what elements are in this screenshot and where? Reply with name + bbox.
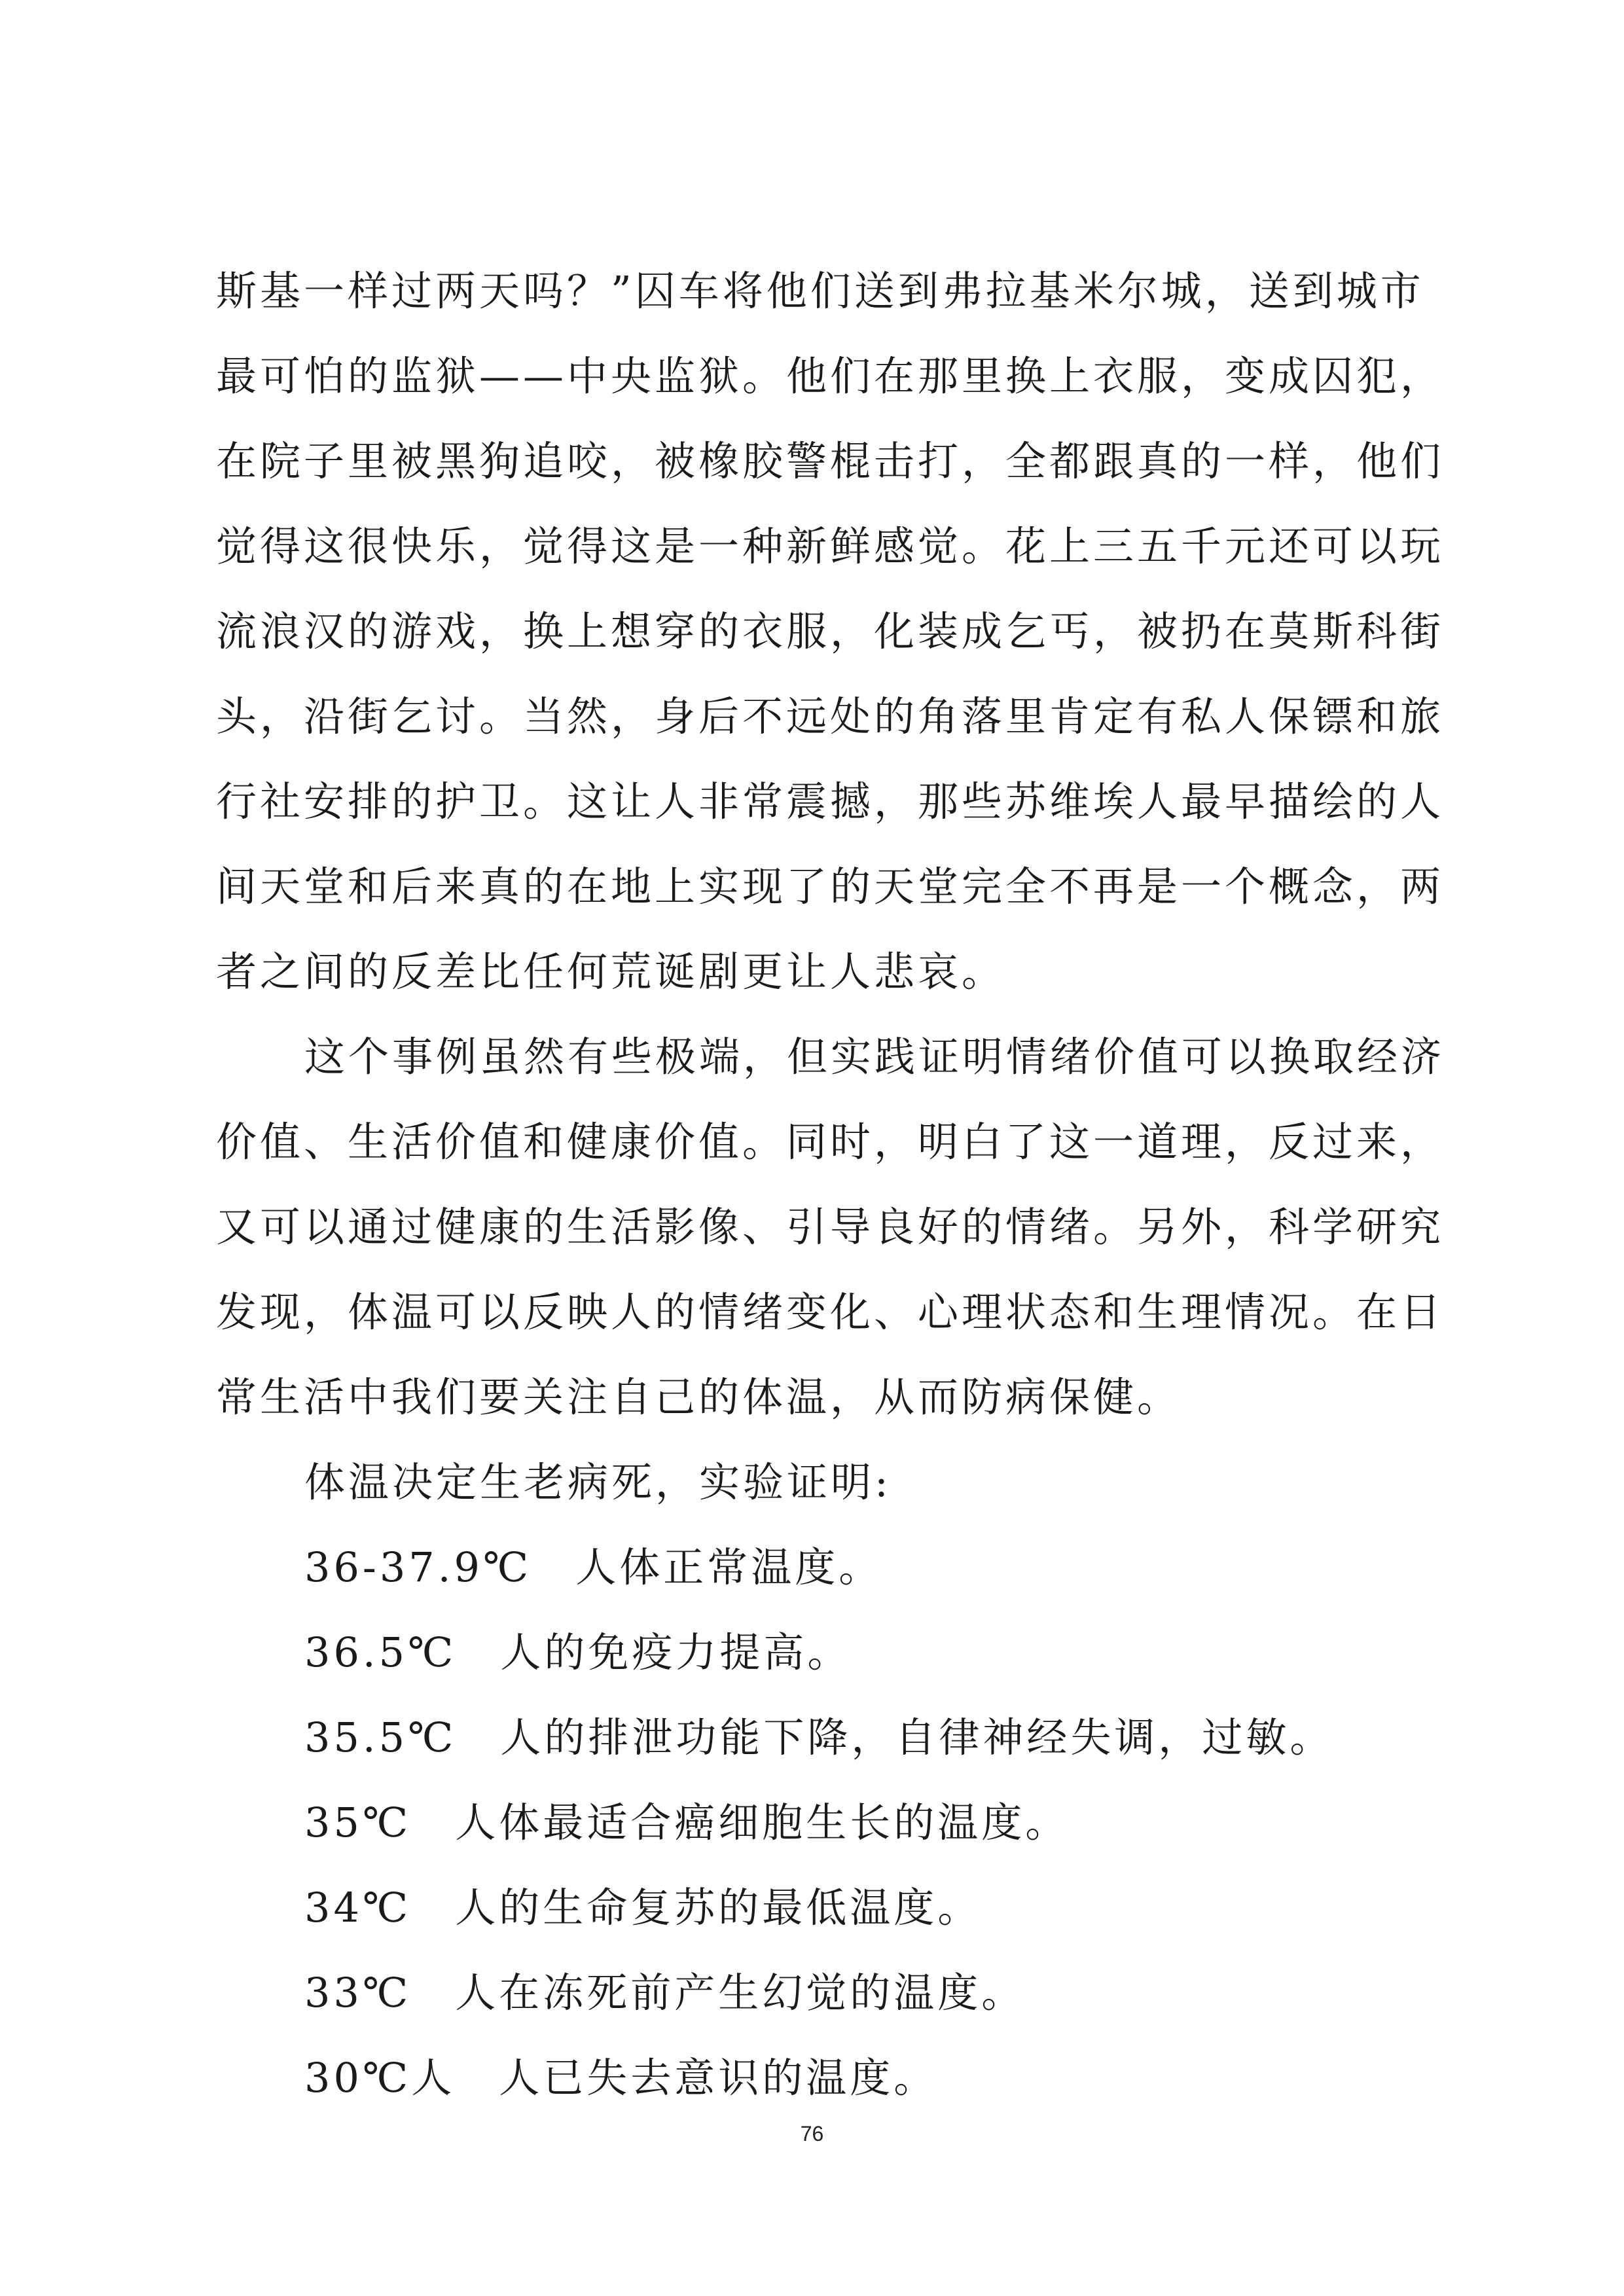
paragraph-line: 在院子里被黑狗追咬，被橡胶警棍击打，全都跟真的一样，他们 — [216, 437, 1445, 485]
list-item: 36-37.9℃ 人体正常温度。 — [304, 1543, 883, 1591]
paragraph-line: 价值、生活价值和健康价值。同时，明白了这一道理，反过来， — [216, 1118, 1445, 1166]
body-text — [216, 249, 1445, 2121]
paragraph-line: 又可以通过健康的生活影像、引导良好的情绪。另外，科学研究 — [216, 1203, 1445, 1251]
paragraph-line: 者之间的反差比任何荒诞剧更让人悲哀。 — [216, 948, 1006, 996]
paragraph-line: 觉得这很快乐，觉得这是一种新鲜感觉。花上三五千元还可以玩 — [216, 522, 1445, 570]
page-number: 76 — [800, 2122, 824, 2145]
temperature-list — [216, 1525, 1420, 2121]
list-item: 33℃ 人在冻死前产生幻觉的温度。 — [304, 1969, 1026, 2017]
paragraph-line: 最可怕的监狱——中央监狱。他们在那里换上衣服，变成囚犯， — [216, 352, 1445, 400]
paragraph-1 — [216, 249, 1445, 1014]
list-item: 34℃ 人的生命复苏的最低温度。 — [304, 1884, 982, 1931]
paragraph-line: 行社安排的护卫。这让人非常震撼，那些苏维埃人最早描绘的人 — [216, 778, 1445, 825]
paragraph-line: 流浪汉的游戏，换上想穿的衣服，化装成乞丐，被扔在莫斯科街 — [216, 607, 1445, 655]
paragraph-2 — [216, 1014, 1445, 1440]
list-item: 35.5℃ 人的排泄功能下降，自律神经失调，过敏。 — [304, 1713, 1334, 1761]
list-intro: 体温决定生老病死，实验证明: — [304, 1458, 892, 1506]
paragraph-line: 常生活中我们要关注自己的体温，从而防病保健。 — [216, 1373, 1182, 1421]
list-item: 36.5℃ 人的免疫力提高。 — [304, 1628, 852, 1676]
paragraph-line: 这个事例虽然有些极端，但实践证明情绪价值可以换取经济 — [304, 1033, 1445, 1081]
paragraph-line: 间天堂和后来真的在地上实现了的天堂完全不再是一个概念，两 — [216, 863, 1445, 910]
paragraph-line: 发现，体温可以反映人的情绪变化、心理状态和生理情况。在日 — [216, 1288, 1445, 1336]
list-item: 30℃人 人已失去意识的温度。 — [304, 2054, 938, 2102]
paragraph-line: 斯基一样过两天吗？”囚车将他们送到弗拉基米尔城，送到城市 — [216, 267, 1424, 315]
paragraph-line: 头，沿街乞讨。当然，身后不远处的角落里肯定有私人保镖和旅 — [216, 692, 1445, 740]
list-item: 35℃ 人体最适合癌细胞生长的温度。 — [304, 1799, 1070, 1846]
